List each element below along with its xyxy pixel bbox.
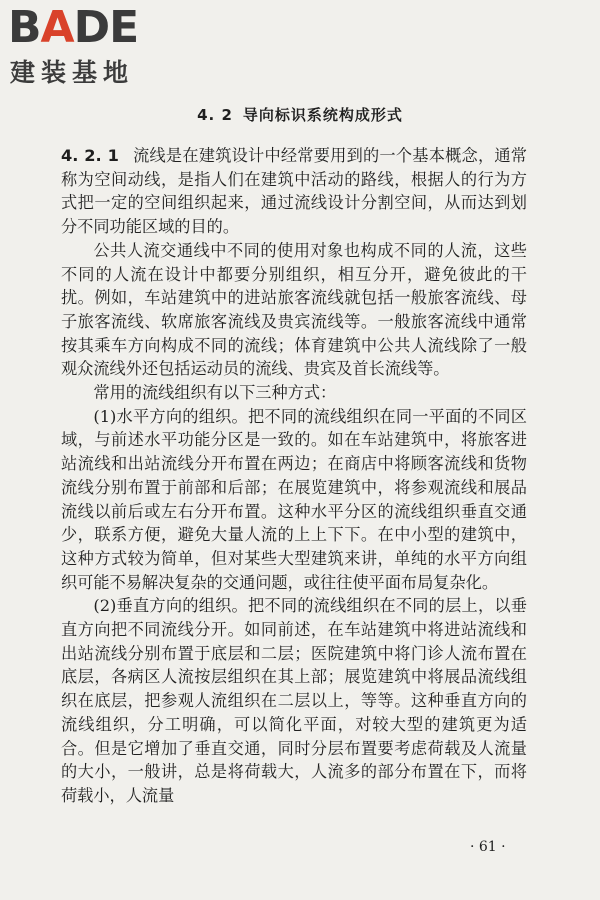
paragraph: 公共人流交通线中不同的使用对象也构成不同的人流，这些不同的人流在设计中都要分别组织，相互分开，避免彼此的干扰。例如，车站建筑中的进站旅客流线就包括一般旅客流线、母子旅客流线、软席旅客流线及贵宾流线等。一般旅客流线中通常按其乘车方向构成不同的流线；体育建筑中公共人流线除了一般观众流线外还包括运动员的流线、贵宾及首长流线等。 (61, 240, 527, 379)
clause-intro: 流线是在建筑设计中经常要用到的一个基本概念，通常称为空间动线，是指人们在建筑中活动的路线，根据人的行为方式把一定的空间组织起来，通过流线设计分割空间，从而达到划分不同功能区域的目的。 (61, 146, 527, 237)
page-number: · 61 · (470, 839, 506, 855)
paragraph: (2)垂直方向的组织。把不同的流线组织在不同的层上，以垂直方向把不同流线分开。如同前述，在车站建筑中将进站流线和出站流线分别布置于底层和二层；医院建筑中将门诊人流布置在底层，各病区人流按层组织在其上部；展览建筑中将展品流线组织在底层，把参观人流组织在二层以上，等等。这种垂直方向的流线组织，分工明确，可以简化平面，对较大型的建筑更为适合。但是它增加了垂直交通，同时分层布置要考虑荷载及人流量的大小，一般讲，总是将荷载大，人流多的部分布置在下，而将荷载小，人流量 (61, 596, 527, 805)
section-title-text: 导向标识系统构成形式 (242, 106, 403, 124)
paragraph: (1)水平方向的组织。把不同的流线组织在同一平面的不同区域，与前述水平功能分区是一致的。如在车站建筑中，将旅客进站流线和出站流线分开布置在两边；在商店中将顾客流线和货物流线分别布置于前部和后部；在展览建筑中，将参观流线和展品流线以前后或左右分开布置。这种水平分区的流线组织垂直交通少，联系方便，避免大量人流的上上下下。在中小型的建筑中，这种方式较为简单，但对某些大型建筑来讲，单纯的水平方向组织可能不易解决复杂的交通问题，或往往使平面布局复杂化。 (61, 406, 527, 592)
logo-wordmark (8, 4, 138, 52)
logo-letters-de: DE (73, 2, 139, 53)
logo-letter-b: B (8, 2, 41, 53)
clause-number: 4. 2. 1 (61, 146, 119, 165)
logo-letter-a: A (40, 2, 74, 53)
logo-subtitle: 建装基地 (10, 58, 135, 87)
paragraph: 常用的流线组织有以下三种方式： (93, 383, 337, 403)
section-number: 4. 2 (197, 106, 233, 124)
bade-logo (8, 4, 188, 90)
clause-paragraph (61, 144, 527, 239)
section-heading (0, 104, 600, 126)
body-text (61, 144, 527, 808)
